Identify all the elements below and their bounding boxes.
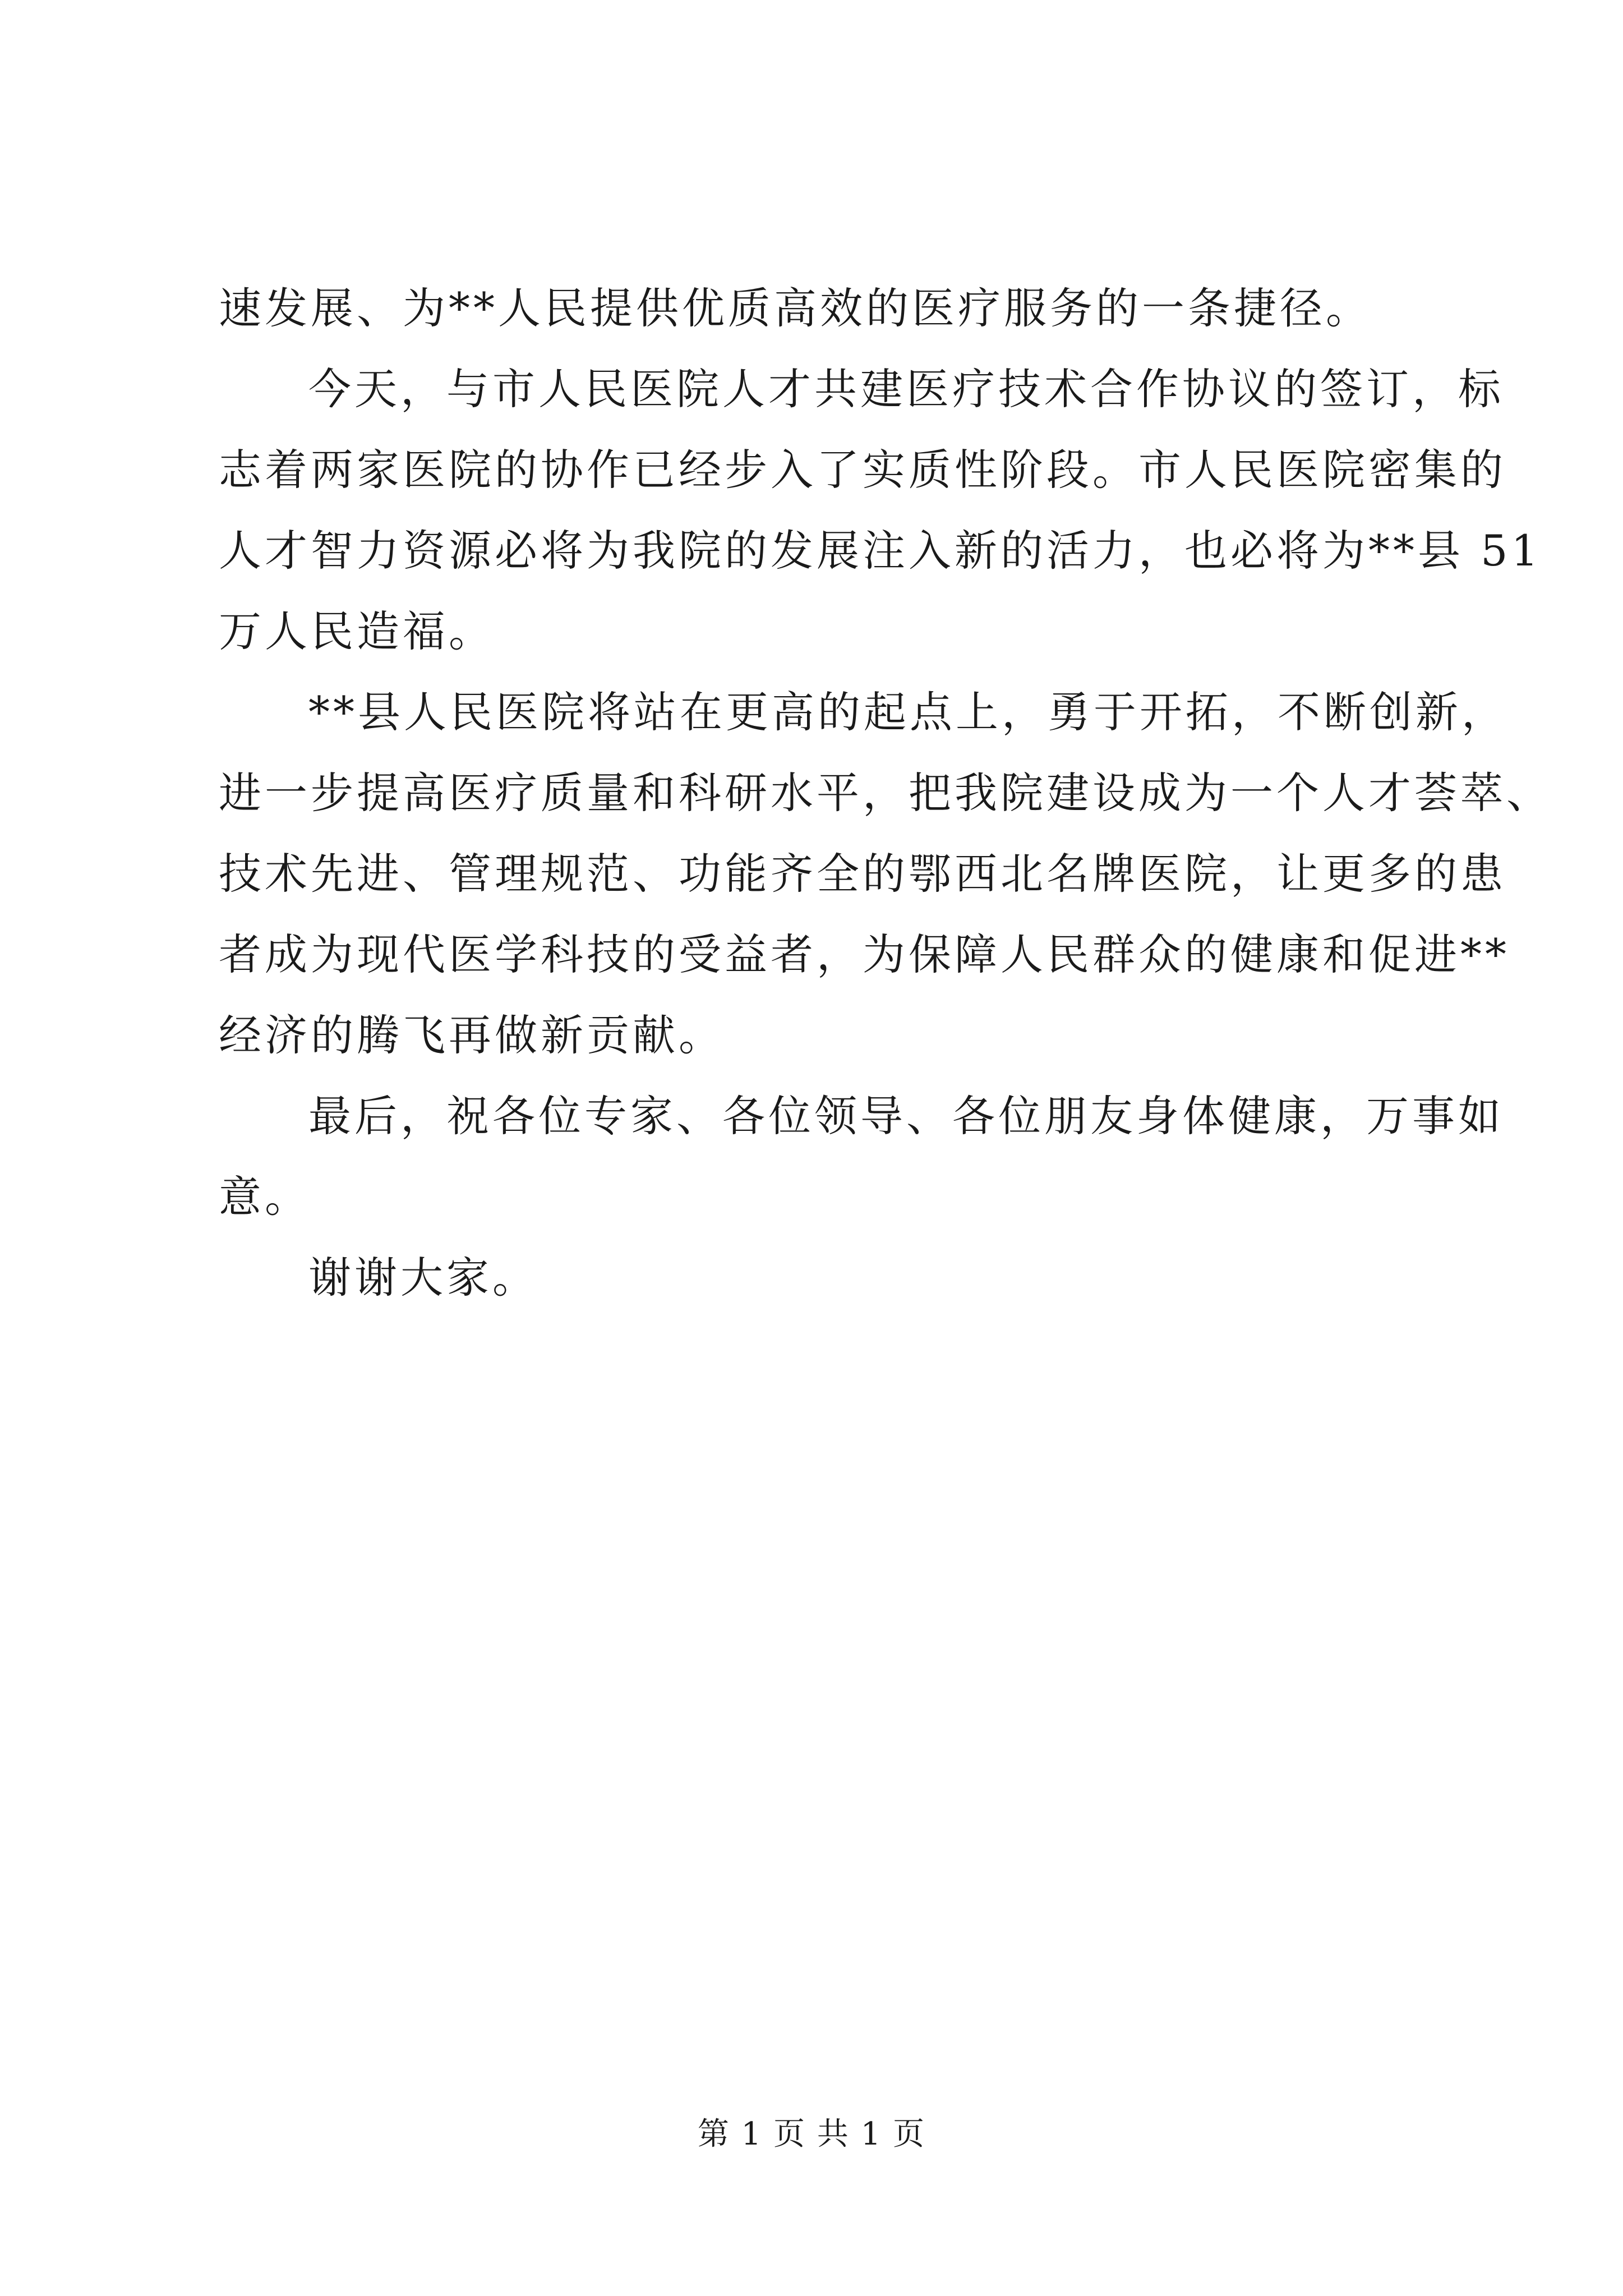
text-line: 速发展、为**人民提供优质高效的医疗服务的一条捷径。 bbox=[219, 283, 1372, 333]
document-body bbox=[219, 268, 1552, 1318]
text-line: 志着两家医院的协作已经步入了实质性阶段。市人民医院密集的 bbox=[219, 445, 1506, 495]
page-number-label: 第 1 页 共 1 页 bbox=[697, 2116, 926, 2152]
text-line: 谢谢大家。 bbox=[308, 1253, 538, 1303]
text-line: 意。 bbox=[219, 1172, 311, 1222]
text-line: 技术先进、管理规范、功能齐全的鄂西北名牌医院，让更多的患 bbox=[219, 849, 1506, 899]
text-line: 经济的腾飞再做新贡献。 bbox=[219, 1010, 725, 1060]
text-line: 今天，与市人民医院人才共建医疗技术合作协议的签订，标 bbox=[308, 364, 1504, 414]
paragraph bbox=[219, 268, 1408, 349]
paragraph bbox=[219, 1076, 1504, 1237]
text-line: 人才智力资源必将为我院的发展注入新的活力，也必将为**县 51 bbox=[219, 526, 1542, 576]
paragraph bbox=[219, 672, 1552, 1076]
text-line: 者成为现代医学科技的受益者，为保障人民群众的健康和促进** bbox=[219, 930, 1510, 979]
paragraph bbox=[219, 349, 1542, 672]
text-line: **县人民医院将站在更高的起点上，勇于开拓，不断创新， bbox=[308, 687, 1507, 737]
paragraph bbox=[219, 1237, 1408, 1318]
text-line: 万人民造福。 bbox=[219, 606, 495, 656]
page-footer bbox=[0, 2115, 1623, 2154]
text-line: 进一步提高医疗质量和科研水平，把我院建设成为一个人才荟萃、 bbox=[219, 768, 1552, 818]
text-line: 最后，祝各位专家、各位领导、各位朋友身体健康，万事如 bbox=[308, 1091, 1504, 1141]
